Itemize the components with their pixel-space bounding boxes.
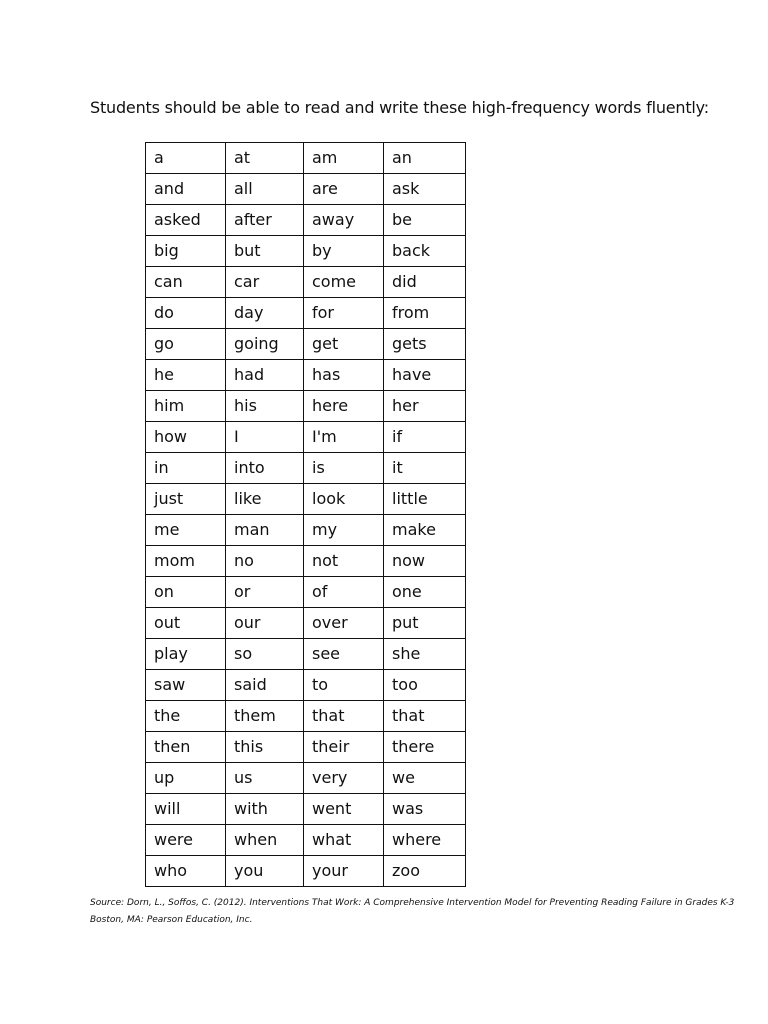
word-cell: make <box>384 515 466 546</box>
word-cell: by <box>304 236 384 267</box>
table-row <box>146 360 466 391</box>
word-cell: very <box>304 763 384 794</box>
word-cell: come <box>304 267 384 298</box>
word-cell: play <box>146 639 226 670</box>
word-cell: asked <box>146 205 226 236</box>
word-cell: but <box>226 236 304 267</box>
word-cell: one <box>384 577 466 608</box>
word-cell: away <box>304 205 384 236</box>
word-cell: get <box>304 329 384 360</box>
word-cell: I <box>226 422 304 453</box>
word-cell: their <box>304 732 384 763</box>
table-row <box>146 143 466 174</box>
word-cell: from <box>384 298 466 329</box>
word-table <box>145 142 466 887</box>
word-cell: into <box>226 453 304 484</box>
table-row <box>146 608 466 639</box>
word-cell: going <box>226 329 304 360</box>
word-cell: do <box>146 298 226 329</box>
word-cell: I'm <box>304 422 384 453</box>
word-cell: her <box>384 391 466 422</box>
word-cell: what <box>304 825 384 856</box>
word-cell: our <box>226 608 304 639</box>
word-cell: us <box>226 763 304 794</box>
word-cell: did <box>384 267 466 298</box>
table-row <box>146 794 466 825</box>
word-cell: so <box>226 639 304 670</box>
word-cell: will <box>146 794 226 825</box>
word-cell: just <box>146 484 226 515</box>
table-row <box>146 701 466 732</box>
word-cell: went <box>304 794 384 825</box>
word-cell: mom <box>146 546 226 577</box>
table-row <box>146 298 466 329</box>
table-row <box>146 515 466 546</box>
word-cell: said <box>226 670 304 701</box>
word-cell: on <box>146 577 226 608</box>
word-cell: that <box>384 701 466 732</box>
word-cell: out <box>146 608 226 639</box>
word-cell: a <box>146 143 226 174</box>
word-cell: of <box>304 577 384 608</box>
word-cell: the <box>146 701 226 732</box>
word-cell: then <box>146 732 226 763</box>
table-row <box>146 391 466 422</box>
word-cell: in <box>146 453 226 484</box>
table-row <box>146 546 466 577</box>
table-row <box>146 236 466 267</box>
word-cell: him <box>146 391 226 422</box>
word-cell: have <box>384 360 466 391</box>
table-row <box>146 267 466 298</box>
word-cell: we <box>384 763 466 794</box>
table-row <box>146 856 466 887</box>
word-cell: was <box>384 794 466 825</box>
word-cell: at <box>226 143 304 174</box>
word-cell: and <box>146 174 226 205</box>
word-cell: put <box>384 608 466 639</box>
word-cell: day <box>226 298 304 329</box>
word-cell: not <box>304 546 384 577</box>
word-cell: he <box>146 360 226 391</box>
word-cell: your <box>304 856 384 887</box>
word-cell: my <box>304 515 384 546</box>
word-cell: or <box>226 577 304 608</box>
word-cell: after <box>226 205 304 236</box>
word-cell: car <box>226 267 304 298</box>
word-cell: had <box>226 360 304 391</box>
word-cell: all <box>226 174 304 205</box>
page-heading: Students should be able to read and write these high-frequency words fluently: <box>90 98 709 117</box>
word-cell: how <box>146 422 226 453</box>
table-row <box>146 577 466 608</box>
word-cell: back <box>384 236 466 267</box>
word-cell: little <box>384 484 466 515</box>
word-cell: like <box>226 484 304 515</box>
word-cell: are <box>304 174 384 205</box>
word-cell: go <box>146 329 226 360</box>
word-cell: see <box>304 639 384 670</box>
table-row <box>146 205 466 236</box>
table-row <box>146 329 466 360</box>
word-cell: up <box>146 763 226 794</box>
word-cell: zoo <box>384 856 466 887</box>
table-row <box>146 763 466 794</box>
word-cell: when <box>226 825 304 856</box>
word-cell: ask <box>384 174 466 205</box>
word-cell: for <box>304 298 384 329</box>
word-cell: where <box>384 825 466 856</box>
word-cell: who <box>146 856 226 887</box>
table-row <box>146 453 466 484</box>
word-cell: you <box>226 856 304 887</box>
word-cell: here <box>304 391 384 422</box>
word-table-body <box>146 143 466 887</box>
source-line-2: Boston, MA: Pearson Education, Inc. <box>90 915 253 925</box>
word-cell: gets <box>384 329 466 360</box>
source-citation <box>90 895 734 929</box>
table-row <box>146 484 466 515</box>
table-row <box>146 732 466 763</box>
word-cell: has <box>304 360 384 391</box>
word-cell: she <box>384 639 466 670</box>
table-row <box>146 422 466 453</box>
word-cell: be <box>384 205 466 236</box>
word-cell: an <box>384 143 466 174</box>
word-cell: this <box>226 732 304 763</box>
word-cell: that <box>304 701 384 732</box>
word-cell: were <box>146 825 226 856</box>
word-cell: is <box>304 453 384 484</box>
table-row <box>146 670 466 701</box>
word-cell: man <box>226 515 304 546</box>
table-row <box>146 174 466 205</box>
source-line-1: Source: Dorn, L., Soffos, C. (2012). Interventions That Work: A Comprehensive Intervention Model for Preventing Reading Failure in Grades K-3 <box>90 898 735 908</box>
word-cell: too <box>384 670 466 701</box>
word-cell: can <box>146 267 226 298</box>
word-cell: them <box>226 701 304 732</box>
word-cell: no <box>226 546 304 577</box>
word-cell: there <box>384 732 466 763</box>
word-cell: it <box>384 453 466 484</box>
word-cell: saw <box>146 670 226 701</box>
word-cell: with <box>226 794 304 825</box>
word-cell: am <box>304 143 384 174</box>
word-cell: me <box>146 515 226 546</box>
word-cell: his <box>226 391 304 422</box>
word-cell: now <box>384 546 466 577</box>
table-row <box>146 825 466 856</box>
table-row <box>146 639 466 670</box>
word-cell: look <box>304 484 384 515</box>
word-cell: big <box>146 236 226 267</box>
word-cell: to <box>304 670 384 701</box>
word-cell: over <box>304 608 384 639</box>
word-cell: if <box>384 422 466 453</box>
